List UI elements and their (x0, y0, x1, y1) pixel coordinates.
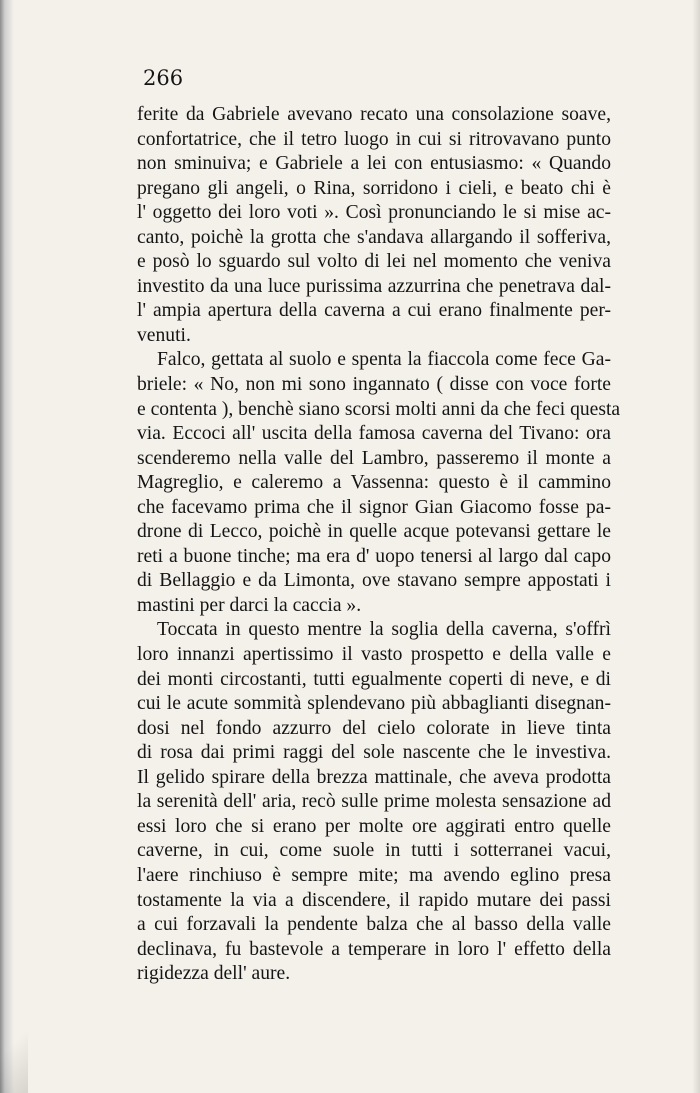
text-line: scenderemo nella valle del Lambro, passeremo il monte a (137, 447, 611, 469)
text-line: briele: « No, non mi sono ingannato ( disse con voce forte (137, 374, 611, 396)
text-line: essi loro che si erano per molte ore aggirati entro quelle (137, 815, 611, 837)
text-line: cui le acute sommità splendevano più abbaglianti disegnan- (137, 693, 611, 715)
text-line: dei monti circostanti, tutti egualmente coperti di neve, e di (137, 668, 611, 690)
paragraph-3 (137, 618, 611, 986)
text-line: l' oggetto dei loro voti ». Così pronunciando le si mise ac- (137, 202, 611, 224)
text-line: dosi nel fondo azzurro del cielo colorate in lieve tinta (137, 717, 611, 739)
text-line: investito da una luce purissima azzurrina che penetrava dal- (137, 275, 611, 297)
text-line: tostamente la via a discendere, il rapido mutare dei passi (137, 889, 611, 911)
text-line: Magreglio, e caleremo a Vassenna: questo è il cammino (137, 472, 611, 494)
page-number: 266 (143, 66, 184, 90)
text-line: e posò lo sguardo sul volto di lei nel momento che veniva (137, 251, 611, 273)
paragraph-1 (137, 103, 611, 348)
text-line: ferite da Gabriele avevano recato una consolazione soave, (137, 104, 611, 125)
page-gutter-shadow (0, 0, 14, 1093)
text-line: a cui forzavali la pendente balza che al basso della valle (137, 914, 611, 936)
text-line: la serenità dell' aria, recò sulle prime molesta sensazione ad (137, 791, 611, 813)
text-line: venuti. (137, 324, 191, 346)
text-line: rigidezza dell' aure. (137, 963, 291, 985)
text-line: declinava, fu bastevole a temperare in loro l' effetto della (137, 938, 611, 960)
text-line: non sminuiva; e Gabriele a lei con entusiasmo: « Quando (137, 153, 611, 175)
text-line: di rosa dai primi raggi del sole nascente che le investiva. (137, 742, 611, 764)
page-text (137, 103, 621, 987)
text-line: drone di Lecco, poichè in quelle acque potevansi gettare le (137, 521, 611, 543)
page-edge-shadow (692, 0, 700, 1093)
text-line: di Bellaggio e da Limonta, ove stavano sempre appostati i (137, 570, 611, 592)
text-line: Toccata in questo mentre la soglia della caverna, s'offrì (157, 619, 611, 641)
text-line: l' ampia apertura della caverna a cui erano finalmente per- (137, 300, 611, 322)
text-line: loro innanzi apertissimo il vasto prospetto e della valle e (137, 644, 611, 666)
text-line: reti a buone tinche; ma era d' uopo tenersi al largo dal capo (137, 545, 611, 567)
text-line: Il gelido spirare della brezza mattinale, che aveva prodotta (137, 766, 611, 788)
page-corner-fold (0, 1013, 28, 1093)
text-line: caverne, in cui, come suole in tutti i sotterranei vacui, (137, 840, 611, 862)
text-line: mastini per darci la caccia ». (137, 594, 362, 616)
text-line: e contenta ), benchè siano scorsi molti anni da che feci questa (137, 398, 621, 420)
text-line: Falco, gettata al suolo e spenta la fiaccola come fece Ga- (157, 349, 611, 371)
text-line: che facevamo prima che il signor Gian Giacomo fosse pa- (137, 496, 611, 518)
text-line: canto, poichè la grotta che s'andava allargando il sofferiva, (137, 226, 611, 248)
text-line: l'aere rinchiuso è sempre mite; ma avendo eglino presa (137, 864, 611, 886)
text-line: pregano gli angeli, o Rina, sorridono i cieli, e beato chi è (137, 177, 611, 199)
paragraph-2 (137, 348, 621, 618)
text-line: via. Eccoci all' uscita della famosa caverna del Tivano: ora (137, 423, 611, 445)
text-line: confortatrice, che il tetro luogo in cui si ritrovavano punto (137, 128, 611, 150)
